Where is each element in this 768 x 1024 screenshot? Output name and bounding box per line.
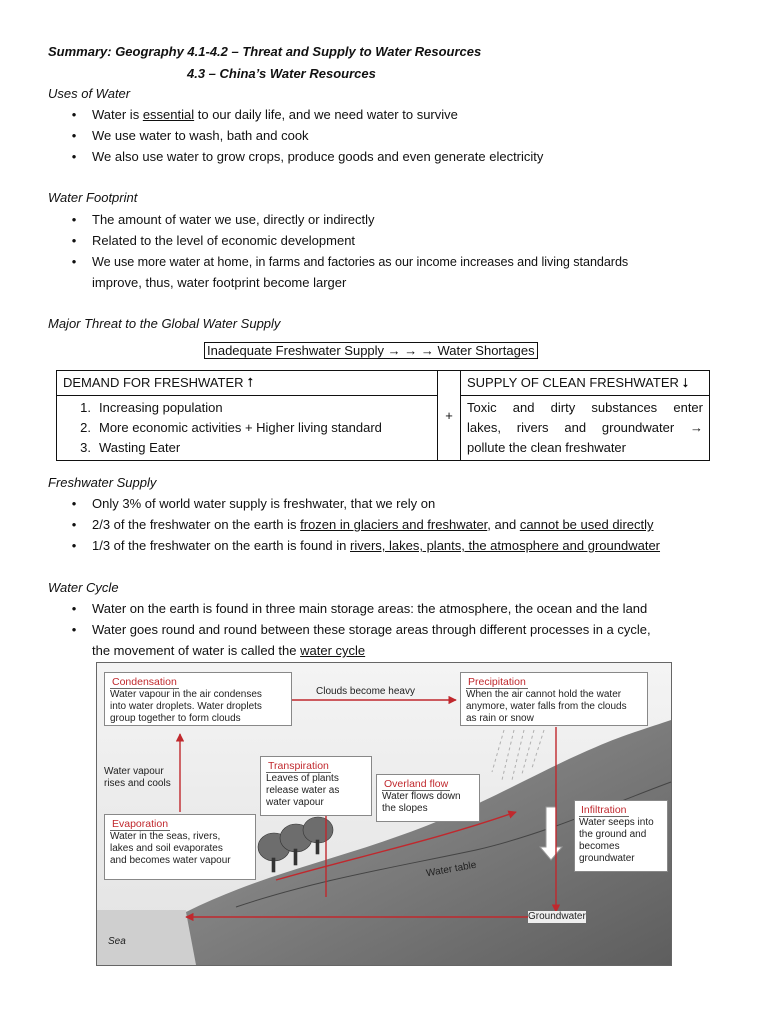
underlined-text: essential [142,107,195,122]
vapour-rises-text: rises and cools [104,778,171,789]
bullet-glyph: • [71,128,77,143]
list-item-text: Wasting Eater [99,440,181,455]
overland-flow-label: Overland flow [384,778,449,790]
section-heading-freshwater: Freshwater Supply [48,475,157,490]
overland-flow-box [376,774,480,822]
infiltration-text: groundwater [579,853,635,864]
condensation-text: Water vapour in the air condenses [110,689,262,700]
precipitation-box [460,672,648,726]
evaporation-text: Water in the seas, rivers, [110,831,221,842]
list-item [63,418,431,438]
underlined-text: rivers, lakes, plants, the atmosphere and groundwater [350,538,661,553]
plus-sign: + [445,407,453,423]
list-item [63,438,431,458]
evaporation-box [104,814,256,880]
document-subtitle: 4.3 – China’s Water Resources [187,66,376,81]
supply-header: SUPPLY OF CLEAN FRESHWATER ⭣ [467,375,689,390]
underlined-text: cannot be used directly [519,517,654,532]
vapour-rises-text: Water vapour [104,766,164,777]
bullet-glyph: • [71,538,77,553]
list-item-continuation [92,643,365,659]
list-item-text: More economic activities + Higher living standard [99,420,382,435]
underlined-text: frozen in glaciers and freshwater [300,517,488,532]
list-item-text: Increasing population [99,400,223,415]
transpiration-box [260,756,372,816]
transpiration-text: water vapour [266,797,324,808]
demand-header-cell [57,371,438,396]
bullet-glyph: • [71,601,77,616]
list-item-text: Related to the level of economic development [92,233,356,248]
groundwater-label: Groundwater [528,911,586,922]
section-heading-uses: Uses of Water [48,86,131,101]
list-item-text: We use water to wash, bath and cook [92,128,309,143]
transpiration-label: Transpiration [268,760,329,772]
water-cycle-diagram [96,662,672,966]
list-item-text: We use more water at home, in farms and factories as our income increases and living standards [92,255,629,269]
underlined-text: water cycle [300,643,366,658]
condensation-label: Condensation [112,676,177,688]
list-item-text: Water on the earth is found in three main storage areas: the atmosphere, the ocean and the land [92,601,648,616]
threat-banner [204,343,538,359]
supply-text-cell [461,396,710,461]
list-item-text: 1/3 of the freshwater on the earth is found in [92,538,350,553]
list-item-text: Only 3% of world water supply is freshwater, that we rely on [92,496,436,511]
supply-header-cell [461,371,710,396]
list-item-text: Water is [92,107,143,122]
list-number: 2. [80,420,91,435]
supply-text-line: pollute the clean freshwater [467,440,626,455]
evaporation-text: and becomes water vapour [110,855,231,866]
list-item-text: The amount of water we use, directly or indirectly [92,212,375,227]
clouds-heavy-label: Clouds become heavy [316,686,415,697]
demand-header: DEMAND FOR FRESHWATER ⭡ [63,375,254,390]
condensation-text: group together to form clouds [110,713,241,724]
section-heading-footprint: Water Footprint [48,190,138,205]
infiltration-box [574,800,668,872]
list-number: 3. [80,440,91,455]
section-heading-cycle: Water Cycle [48,580,119,595]
condensation-text: into water droplets. Water droplets [110,701,262,712]
list-item [63,398,431,418]
plus-cell [438,371,461,461]
list-item-text: Water goes round and round between these storage areas through different processes in a cycle, [92,622,651,637]
condensation-box [104,672,292,726]
supply-text-line: lakes, rivers and groundwater → [467,420,703,435]
overland-flow-text: Water flows down [382,791,461,802]
infiltration-text: the ground and [579,829,647,840]
demand-list-cell [57,396,438,461]
infiltration-label: Infiltration [581,804,627,816]
list-item-continuation: improve, thus, water footprint become larger [92,275,347,290]
overland-flow-text: the slopes [382,803,428,814]
bullet-glyph: • [71,254,77,269]
threat-banner-text: Inadequate Freshwater Supply → → → Water Shortages [204,342,538,359]
threat-table [56,370,710,461]
bullet-glyph: • [71,622,77,637]
precipitation-text: as rain or snow [466,713,534,724]
precipitation-label: Precipitation [468,676,526,688]
bullet-glyph: • [71,496,77,511]
evaporation-label: Evaporation [112,818,169,830]
list-item-text: We also use water to grow crops, produce goods and even generate electricity [92,149,544,164]
precipitation-text: anymore, water falls from the clouds [466,701,627,712]
transpiration-text: Leaves of plants [266,773,339,784]
bullet-glyph: • [71,107,77,122]
supply-text-line: Toxic and dirty substances enter [467,400,703,415]
infiltration-text: becomes [579,841,620,852]
bullet-glyph: • [71,212,77,227]
document-title: Summary: Geography 4.1-4.2 – Threat and Supply to Water Resources [48,44,482,59]
bullet-glyph: • [71,517,77,532]
transpiration-text: release water as [266,785,340,796]
list-item-text: 2/3 of the freshwater on the earth is [92,517,301,532]
bullet-glyph: • [71,149,77,164]
infiltration-text: Water seeps into [579,817,654,828]
list-item-text: , and [487,517,520,532]
section-heading-threat: Major Threat to the Global Water Supply [48,316,281,331]
bullet-glyph: • [71,233,77,248]
list-item-text: to our daily life, and we need water to survive [194,107,458,122]
sea-label: Sea [108,936,126,947]
water-table-label: Water table [425,859,478,880]
precipitation-text: When the air cannot hold the water [466,689,622,700]
list-number: 1. [80,400,91,415]
evaporation-text: lakes and soil evaporates [110,843,223,854]
list-item-text: the movement of water is called the [92,643,301,658]
vapour-rises-label [104,766,171,790]
